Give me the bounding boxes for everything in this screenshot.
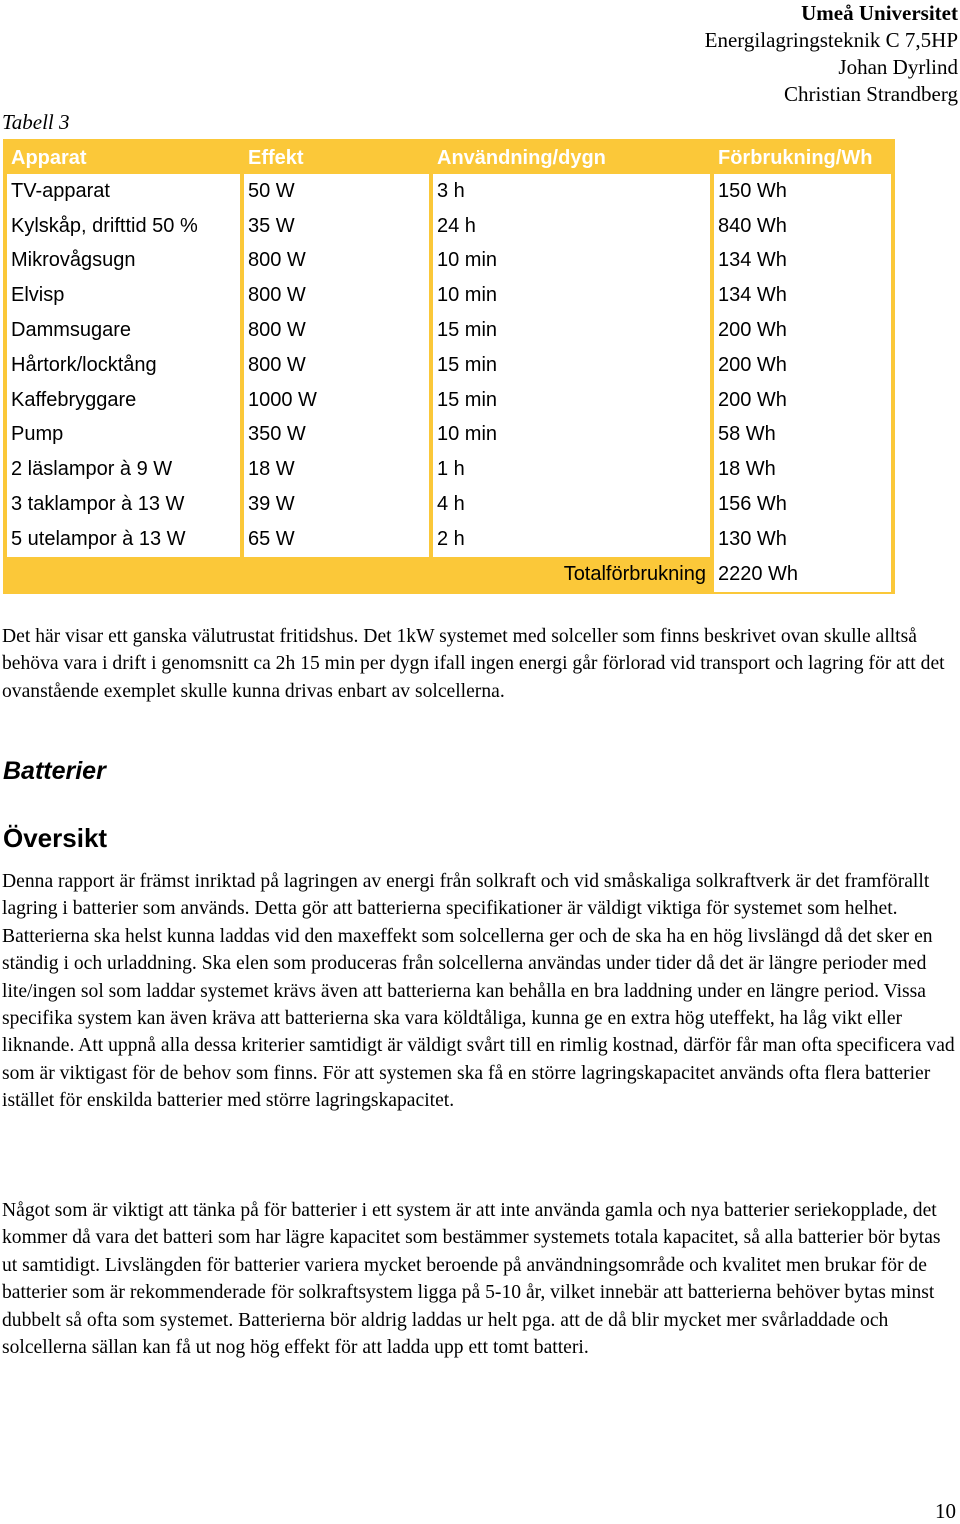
table-cell: 1 h (433, 452, 710, 487)
table-cell: TV-apparat (7, 174, 240, 209)
page-number: 10 (935, 1499, 956, 1523)
table-cell: 800 W (244, 313, 429, 348)
table-cell: 10 min (433, 418, 710, 453)
table-cell: Kylskåp, drifttid 50 % (7, 209, 240, 244)
table-cell: 1000 W (244, 383, 429, 418)
table-cell: 24 h (433, 209, 710, 244)
table-cell: 130 Wh (714, 522, 891, 557)
table-cell: 15 min (433, 348, 710, 383)
page-header (705, 0, 958, 108)
table-cell: 2 h (433, 522, 710, 557)
table-cell: 134 Wh (714, 278, 891, 313)
table-cell: Hårtork/locktång (7, 348, 240, 383)
paragraph-overview: Denna rapport är främst inriktad på lagringen av energi från solkraft och vid småskaliga solkraftverk är det framförallt lagring i batterier som används. Detta gör att batterierna specifikationer är väldigt viktiga för systemet som helhet. Batterierna ska helst kunna laddas vid den maxeffekt som solcellerna ger och de ska ha en hög livslängd då det sker en ständig i och urladdning. Ska elen som produceras från solcellerna användas under tider då det är längre perioder med lite/ingen sol som laddar systemet krävs även att batterierna kan behålla en bra laddning under en längre period. Vissa specifika system kan även kräva att batterierna ska vara köldtåliga, kunna ge en extra hög uteffekt, ha låg vikt eller liknande. Att uppnå alla dessa kriterier samtidigt är väldigt svårt till en rimlig kostnad, därför får man ofta specificera vad som är viktigast för de behov som finns. För att systemen ska få en större lagringskapacitet används ofta flera batterier istället för enskilda batterier med större lagringskapacitet. (2, 871, 955, 1112)
table-cell: 156 Wh (714, 487, 891, 522)
total-value: 2220 Wh (714, 557, 891, 592)
column-header: Förbrukning/Wh (718, 146, 873, 169)
university-name: Umeå Universitet (801, 1, 958, 25)
table-cell: Pump (7, 418, 240, 453)
course-name: Energilagringsteknik C 7,5HP (704, 28, 958, 52)
author-name: Johan Dyrlind (838, 55, 958, 79)
table-cell: Mikrovågsugn (7, 244, 240, 279)
table-cell: 800 W (244, 348, 429, 383)
table-cell: 350 W (244, 418, 429, 453)
table-cell: 50 W (244, 174, 429, 209)
table-cell: Dammsugare (7, 313, 240, 348)
table-row (7, 209, 891, 244)
table-cell: 10 min (433, 244, 710, 279)
table-row (7, 522, 891, 557)
table-cell: 2 läslampor à 9 W (7, 452, 240, 487)
table-cell: Kaffebryggare (7, 383, 240, 418)
table-row (7, 487, 891, 522)
table-cell: 15 min (433, 383, 710, 418)
table-cell: 800 W (244, 244, 429, 279)
table-cell: Elvisp (7, 278, 240, 313)
table-row (7, 174, 891, 209)
table-cell: 65 W (244, 522, 429, 557)
table-caption: Tabell 3 (2, 110, 70, 134)
table-row (7, 244, 891, 279)
table-cell: 3 h (433, 174, 710, 209)
paragraph-battery-replacement: Något som är viktigt att tänka på för batterier i ett system är att inte använda gamla och nya batterier seriekopplade, det kommer då vara det batteri som har lägre kapacitet som bestämmer systemets totala kapacitet, så alla batterier bör bytas ut samtidigt. Livslängden för batterier variera mycket beroende på användningsområde och kvalitet men brukar för de batterier som är rekommenderade för solkraftsystem ligga på 5-10 år, vilket innebär att batterierna behöver bytas minst dubbelt så ofta som systemet. Batterierna bör aldrig laddas ur helt pga. att de då blir mycket mer svårladdade och solcellerna sällan kan få ut nog hög effekt för att ladda upp ett tomt batteri. (2, 1200, 941, 1359)
section-heading-batterier: Batterier (3, 757, 106, 785)
table-cell: 35 W (244, 209, 429, 244)
table-header-row (7, 142, 891, 174)
energy-usage-table (3, 142, 895, 592)
table-cell: 10 min (433, 278, 710, 313)
paragraph-household-summary: Det här visar ett ganska välutrustat fritidshus. Det 1kW systemet med solceller som finns beskrivet ovan skulle alltså behöva vara i drift i genomsnitt ca 2h 15 min per dygn ifall ingen energi går förlorad vid transport och lagring för att det ovanstående exemplet skulle kunna drivas enbart av solcellerna. (2, 626, 945, 702)
table-cell: 800 W (244, 278, 429, 313)
column-header: Användning/dygn (437, 146, 606, 169)
author-name: Christian Strandberg (783, 82, 958, 106)
table-row (7, 348, 891, 383)
table-cell: 15 min (433, 313, 710, 348)
table-cell: 39 W (244, 487, 429, 522)
subsection-heading-oversikt: Översikt (3, 823, 108, 853)
table-row (7, 452, 891, 487)
energy-usage-table-container (3, 139, 895, 594)
table-cell: 200 Wh (714, 348, 891, 383)
table-body (7, 174, 891, 592)
column-header: Effekt (248, 146, 304, 169)
table-cell: 200 Wh (714, 313, 891, 348)
table-total-row (7, 557, 891, 592)
column-header: Apparat (11, 146, 87, 169)
table-cell: 3 taklampor à 13 W (7, 487, 240, 522)
table-cell: 58 Wh (714, 418, 891, 453)
table-row (7, 278, 891, 313)
table-row (7, 313, 891, 348)
table-cell: 5 utelampor à 13 W (7, 522, 240, 557)
table-row (7, 418, 891, 453)
table-cell: 134 Wh (714, 244, 891, 279)
table-row (7, 383, 891, 418)
table-cell: 840 Wh (714, 209, 891, 244)
table-cell: 4 h (433, 487, 710, 522)
table-cell: 200 Wh (714, 383, 891, 418)
table-cell: 150 Wh (714, 174, 891, 209)
total-label: Totalförbrukning (7, 557, 710, 592)
table-cell: 18 W (244, 452, 429, 487)
table-cell: 18 Wh (714, 452, 891, 487)
